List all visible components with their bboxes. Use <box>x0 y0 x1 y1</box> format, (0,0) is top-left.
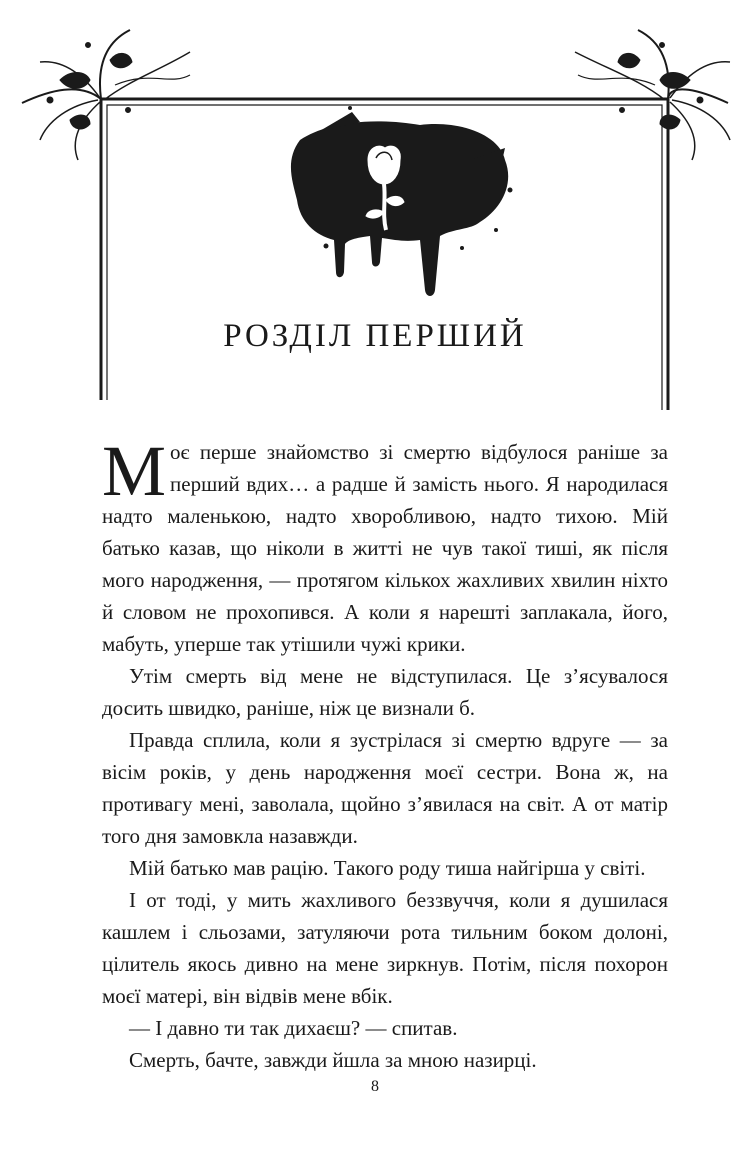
paragraph: Мій батько мав рацію. Такого роду тиша найгірша у світі. <box>129 856 646 880</box>
ink-splash-rose-icon <box>291 106 513 296</box>
decorative-frame <box>0 0 750 470</box>
paragraph: І от тоді, у мить жахливого беззвуччя, коли я душилася кашлем і сльозами, затуляючи рота тильним боком долоні, цілитель якось дивно на мене зиркнув. Потім, після похорон моєї матері, він відвів мене вбік. <box>102 888 668 1008</box>
paragraph <box>102 431 668 660</box>
left-corner-ornament-icon <box>22 30 190 220</box>
paragraph: — І давно ти так дихаєш? — спитав. <box>129 1016 458 1040</box>
paragraph: Утім смерть від мене не відступилася. Це з’ясувалося досить швидко, раніше, ніж це визнали б. <box>102 664 668 720</box>
paragraph: Смерть, бачте, завжди йшла за мною назирці. <box>129 1048 537 1072</box>
paragraph: Правда сплила, коли я зустрілася зі смертю вдруге — за вісім років, у день народження моєї сестри. Вона ж, на противагу мені, заволала, щойно з’явилася на світ. А от матір того дня замовкла назавжди. <box>102 728 668 848</box>
right-corner-ornament-icon <box>575 30 730 220</box>
chapter-title: РОЗДІЛ ПЕРШИЙ <box>223 318 527 354</box>
drop-cap: М <box>102 431 167 511</box>
paragraph-text: оє перше знайомство зі смертю відбулося раніше за перший вдих… а радше й замість нього. Я народилася надто маленькою, надто хворобливою, надто тихою. Мій батько казав, що ніколи в житті не чув такої тиші, як після мого народження, — протягом кількох жахливих хвилин ніхто й словом не прохопився. А коли я нарешті заплакала, його, мабуть, уперше так утішили чужі крики. <box>102 440 668 656</box>
body-text <box>102 431 668 1076</box>
page-number: 8 <box>371 1078 379 1095</box>
